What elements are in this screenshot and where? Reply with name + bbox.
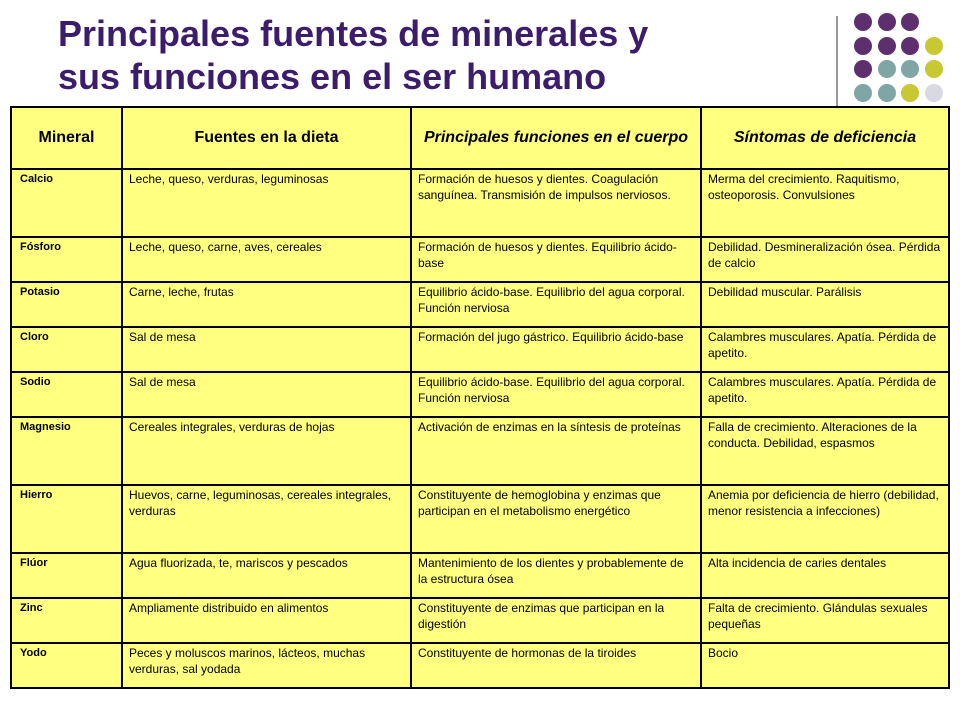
table-row: [11, 282, 949, 327]
sintomas-cell: Calambres musculares. Apatía. Pérdida de apetito.: [701, 372, 949, 417]
funciones-cell: Equilibrio ácido-base. Equilibrio del agua corporal. Función nerviosa: [411, 282, 701, 327]
header-funciones: Principales funciones en el cuerpo: [411, 107, 701, 169]
decorative-dot: [901, 60, 919, 78]
sintomas-cell: Alta incidencia de caries dentales: [701, 553, 949, 598]
table-row: [11, 237, 949, 282]
funciones-cell: Mantenimiento de los dientes y probablemente de la estructura ósea: [411, 553, 701, 598]
mineral-cell: Fósforo: [11, 237, 122, 282]
header-sintomas: Síntomas de deficiencia: [701, 107, 949, 169]
funciones-cell: Equilibrio ácido-base. Equilibrio del agua corporal. Función nerviosa: [411, 372, 701, 417]
mineral-cell: Sodio: [11, 372, 122, 417]
slide-title-line-2: sus funciones en el ser humano: [58, 56, 607, 97]
decorative-dot: [854, 13, 872, 31]
table-row: [11, 643, 949, 688]
decorative-dot: [901, 13, 919, 31]
mineral-cell: Potasio: [11, 282, 122, 327]
decorative-dot: [878, 84, 896, 102]
slide-title-line-1: Principales fuentes de minerales y: [58, 13, 649, 54]
sintomas-cell: Merma del crecimiento. Raquitismo, osteoporosis. Convulsiones: [701, 169, 949, 237]
table-row: [11, 553, 949, 598]
mineral-cell: Flúor: [11, 553, 122, 598]
decorative-divider: [836, 16, 838, 116]
funciones-cell: Constituyente de hormonas de la tiroides: [411, 643, 701, 688]
sintomas-cell: Calambres musculares. Apatía. Pérdida de apetito.: [701, 327, 949, 372]
mineral-cell: Yodo: [11, 643, 122, 688]
decorative-dot: [925, 60, 943, 78]
table-row: [11, 169, 949, 237]
mineral-cell: Hierro: [11, 485, 122, 553]
minerals-table: [10, 106, 950, 689]
fuentes-cell: Sal de mesa: [122, 327, 411, 372]
sintomas-cell: Debilidad muscular. Parálisis: [701, 282, 949, 327]
sintomas-cell: Falta de crecimiento. Glándulas sexuales pequeñas: [701, 598, 949, 643]
sintomas-cell: Bocio: [701, 643, 949, 688]
fuentes-cell: Peces y moluscos marinos, lácteos, muchas verduras, sal yodada: [122, 643, 411, 688]
slide-title: [58, 12, 798, 98]
header-mineral: Mineral: [11, 107, 122, 169]
decorative-dot: [878, 13, 896, 31]
sintomas-cell: Debilidad. Desmineralización ósea. Pérdida de calcio: [701, 237, 949, 282]
mineral-cell: Zinc: [11, 598, 122, 643]
table-row: [11, 372, 949, 417]
table-body: [11, 169, 949, 688]
funciones-cell: Activación de enzimas en la síntesis de proteínas: [411, 417, 701, 485]
decorative-dot: [901, 84, 919, 102]
decorative-dot: [901, 37, 919, 55]
fuentes-cell: Leche, queso, carne, aves, cereales: [122, 237, 411, 282]
sintomas-cell: Falla de crecimiento. Alteraciones de la conducta. Debilidad, espasmos: [701, 417, 949, 485]
fuentes-cell: Leche, queso, verduras, leguminosas: [122, 169, 411, 237]
mineral-cell: Cloro: [11, 327, 122, 372]
decorative-dot: [854, 37, 872, 55]
table-row: [11, 598, 949, 643]
fuentes-cell: Cereales integrales, verduras de hojas: [122, 417, 411, 485]
funciones-cell: Constituyente de enzimas que participan en la digestión: [411, 598, 701, 643]
funciones-cell: Formación de huesos y dientes. Coagulación sanguínea. Transmisión de impulsos nerviosos.: [411, 169, 701, 237]
header-fuentes: Fuentes en la dieta: [122, 107, 411, 169]
sintomas-cell: Anemia por deficiencia de hierro (debilidad, menor resistencia a infecciones): [701, 485, 949, 553]
fuentes-cell: Agua fluorizada, te, mariscos y pescados: [122, 553, 411, 598]
decorative-dot: [878, 37, 896, 55]
mineral-cell: Magnesio: [11, 417, 122, 485]
table-header-row: [11, 107, 949, 169]
fuentes-cell: Huevos, carne, leguminosas, cereales integrales, verduras: [122, 485, 411, 553]
funciones-cell: Constituyente de hemoglobina y enzimas que participan en el metabolismo energético: [411, 485, 701, 553]
table-row: [11, 327, 949, 372]
table-row: [11, 485, 949, 553]
funciones-cell: Formación del jugo gástrico. Equilibrio ácido-base: [411, 327, 701, 372]
fuentes-cell: Ampliamente distribuido en alimentos: [122, 598, 411, 643]
decorative-dot: [854, 84, 872, 102]
decorative-dot: [925, 84, 943, 102]
fuentes-cell: Sal de mesa: [122, 372, 411, 417]
decorative-dot: [854, 60, 872, 78]
decorative-dot: [878, 60, 896, 78]
table-row: [11, 417, 949, 485]
funciones-cell: Formación de huesos y dientes. Equilibrio ácido-base: [411, 237, 701, 282]
fuentes-cell: Carne, leche, frutas: [122, 282, 411, 327]
mineral-cell: Calcio: [11, 169, 122, 237]
decorative-dot: [925, 37, 943, 55]
